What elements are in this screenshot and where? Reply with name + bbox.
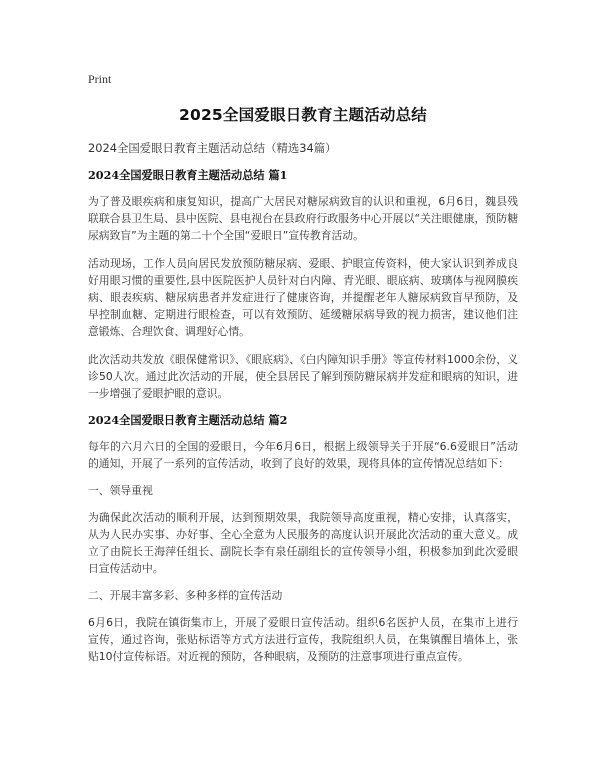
article-paragraph: 为确保此次活动的顺利开展，达到预期效果，我院领导高度重视，精心安排，认真落实，从为人民办实事、办好事、全心全意为人民服务的高度认识开展此次活动的重大意义。成立了由院长王海萍任组长、副院长李有泉任副组长的宣传领导小组，积极参加到此次爱眼日宣传活动中。 [88,511,518,575]
document-page [88,68,518,676]
subsection-heading: 一、领导重视 [88,484,153,497]
article-paragraph: 6月6日，我院在镇街集市上，开展了爱眼日宣传活动。组织6名医护人员，在集市上进行宣传，通过咨询，张贴标语等方式方法进行宣传，我院组织人员，在集镇醒目墙体上，张贴10付宣传标语。对近视的预防，各种眼病，及预防的注意事项进行重点宣传。 [88,616,518,663]
article-heading: 2024全国爱眼日教育主题活动总结 篇2 [88,413,288,427]
document-subtitle: 2024全国爱眼日教育主题活动总结（精选34篇） [88,141,337,155]
article-paragraph: 此次活动共发放《眼保健常识》、《眼底病》、《白内障知识手册》等宣传材料1000余份，义诊50人次。通过此次活动的开展，使全县居民了解到预防糖尿病并发症和眼病的知识，进一步增强了爱眼护眼的意识。 [88,353,518,400]
article-section-2 [88,413,518,665]
article-paragraph: 活动现场，工作人员向居民发放预防糖尿病、爱眼、护眼宣传资料，使大家认识到养成良好用眼习惯的重要性,县中医院医护人员针对白内障、青光眼、眼底病、玻璃体与视网膜疾病、眼表疾病、糖尿病患者并发症进行了健康咨询，并提醒老年人糖尿病致盲早预防，及早控制血糖、定期进行眼检查，可以有效预防、延缓糖尿病导致的视力损害，建议他们注意锻炼、合理饮食、调理好心情。 [88,257,518,338]
print-link[interactable]: Print [88,72,112,86]
article-paragraph: 为了普及眼疾病和康复知识，提高广大居民对糖尿病致盲的认识和重视，6月6日，魏县残联联合县卫生局、县中医院、县电视台在县政府行政服务中心开展以“关注眼健康，预防糖尿病致盲”为主题的第二十个全国“爱眼日”宣传教育活动。 [88,195,518,242]
article-paragraph: 每年的六月六日的全国的爱眼日，今年6月6日，根据上级领导关于开展“6.6爱眼日”活动的通知，开展了一系列的宣传活动，收到了良好的效果，现将具体的宣传情况总结如下： [88,440,518,470]
article-section-1 [88,168,518,402]
page-title: 2025全国爱眼日教育主题活动总结 [178,106,428,124]
subsection-heading: 二、开展丰富多彩、多种多样的宣传活动 [88,589,283,602]
article-heading: 2024全国爱眼日教育主题活动总结 篇1 [88,168,288,182]
